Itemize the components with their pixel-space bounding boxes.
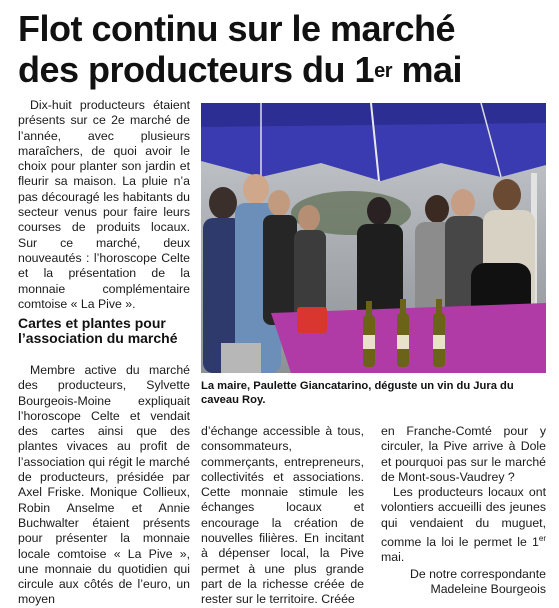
intro-column (18, 98, 190, 312)
body-column-1 (18, 363, 190, 608)
signature (381, 567, 546, 598)
headline-line-2: des producteurs du 1 (18, 49, 375, 90)
section-subheading: Cartes et plantes pour l’association du marché (18, 315, 178, 346)
headline-line-2-end: mai (391, 49, 463, 90)
headline-superscript: er (374, 60, 392, 82)
body-paragraph-4-superscript: er (538, 534, 546, 544)
market-photo (201, 103, 546, 373)
body-paragraph-4-text: Les producteurs locaux ont volontiers accueilli des jeunes qui vendaient du muguet, comme la loi le permet le 1 (381, 485, 546, 550)
body-paragraph-1: Membre active du marché des producteurs, Sylvette Bourgeois-Moine expliquait l’horoscope Celte et vendait des cartes ainsi que des plantes vivaces au profit de l’association qui régit le marché de producteurs, présidée par Axel Friske. Monique Collieux, Robin Anselme et Annie Buchwalter étaient présents pour présenter la monnaie locale comtoise « La Pive », une monnaie du quotidien qui circule aux côtés de l’euro, un moyen (18, 363, 190, 607)
body-paragraph-4-end: mai. (381, 550, 405, 565)
intro-paragraph: Dix-huit producteurs étaient présents sur ce 2e marché de l’année, avec plusieurs maraîchers, de quoi avoir le choix pour planter son jardin et fleurir sa maison. La pluie n’a pas découragé les habitants du secteur venus pour faire leurs courses de produits locaux. Sur ce marché, deux nouveautés : l’horoscope Celte et la présentation de la monnaie complémentaire comtoise « La Pive ». (18, 98, 190, 311)
body-paragraph-2: d’échange accessible à tous, consommateurs, commerçants, entrepreneurs, collectivités et associations. Cette monnaie stimule les échanges locaux et encourage la création de nouvelles filières. En incitant à dépenser local, la Pive permet à une plus grande part de la richesse créée de rester sur le territoire. Créée (201, 424, 364, 607)
headline (18, 8, 548, 90)
signature-role: De notre correspondante (409, 566, 546, 581)
body-column-2 (201, 424, 364, 608)
headline-line-1: Flot continu sur le marché (18, 8, 456, 49)
market-photo-illustration (201, 103, 546, 373)
red-box (297, 307, 327, 333)
body-paragraph-4 (381, 485, 546, 566)
signature-author: Madeleine Bourgeois (430, 582, 546, 597)
body-paragraph-3: en Franche-Comté pour y circuler, la Pive arrive à Dole et pourquoi pas sur le marché de Mont-sous-Vaudrey ? (381, 424, 546, 484)
photo-caption: La maire, Paulette Giancatarino, déguste un vin du Jura du caveau Roy. (201, 380, 514, 406)
body-column-3 (381, 424, 546, 597)
